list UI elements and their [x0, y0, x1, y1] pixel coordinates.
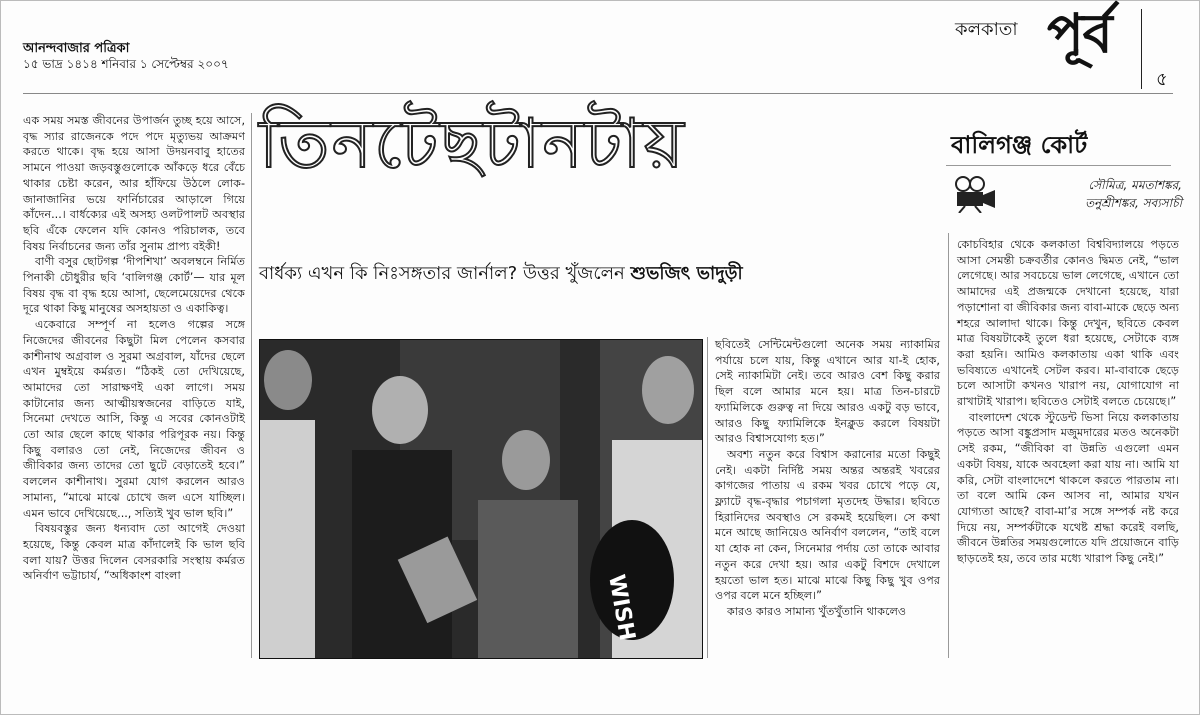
film-title: বালিগঞ্জ কোর্ট — [951, 131, 1088, 159]
page-number: ৫ — [1156, 69, 1168, 90]
section-name: পূর্ব — [1047, 2, 1112, 65]
paragraph: একেবারে সম্পূর্ণ না হলেও গল্পের সঙ্গে নিজেদের জীবনের কিছুটা মিল পেলেন কসবার কাশীনাথ অগ্রবাল ও সুরমা অগ্রবাল, যাঁদের ছেলে এখন মুম্বইয়ে কর্মরত। “ঠিকই তো দেখিয়েছে, আমাদের তো সারাক্ষণই একা লাগে। সময় কাটানোর জন্য আত্মীয়স্বজনের বাড়িতে যাই, সিনেমা দেখতে আসি, কিন্তু এ সবের কোনওটাই তো আর ছেলে কাছে থাকার পরিপূরক নয়। কিন্তু কিছু বলারও তো নেই, নিজেদের জীবন ও জীবিকার জন্য তাদের তো ছুটে বেড়াতেই হবে।” বললেন কাশীনাথ। সুরমা যোগ করলেন আরও সামান্য, “মাঝে মাঝে চোখে জল এসে যাচ্ছিল। এমন ভাবে দেখিয়েছে..., সত্যিই খুব ভাল ছবি।” — [23, 318, 245, 520]
paragraph: কারও কারও সামান্য খুঁতখুঁতানি থাকলেও — [727, 604, 907, 618]
photo-illustration — [260, 340, 702, 658]
article-photo — [259, 339, 703, 659]
film-box-rule — [946, 165, 1171, 166]
article-column-1 — [23, 113, 245, 584]
publication-name: আনন্দবাজার পত্রিকা — [23, 41, 130, 56]
byline: শুভজিৎ ভাদুড়ী — [630, 263, 743, 284]
bag-text: WISH — [603, 572, 640, 643]
paragraph: বিষয়বস্তুর জন্য ধন্যবাদ তো আগেই দেওয়া হয়েছে, কিন্তু কেবল মাত্র কাঁদালেই কি ভাল ছবি বলা যায়? উত্তর দিলেন বেসরকারি সংস্থায় কর্মরত অনির্বাণ ভট্টাচার্য, “অধিকাংশ বাংলা — [23, 522, 245, 583]
section-city: কলকাতা — [955, 19, 1018, 40]
masthead-divider — [1141, 9, 1142, 89]
film-cast-line: সৌমিত্র, মমতাশঙ্কর, — [1088, 178, 1182, 192]
article-column-4 — [957, 237, 1179, 567]
headline: তিনটেছটানটায় — [259, 105, 686, 184]
deck — [259, 259, 743, 290]
paragraph: বাণী বসুর ছোটগল্প ‘দীপশিখা’ অবলম্বনে নির্মিত পিনাকী চৌধুরীর ছবি ‘বালিগঞ্জ কোর্ট’— যার মূল বিষয় বৃদ্ধ বা বৃদ্ধ হয়ে আসা, ছেলেমেয়েদের থেকে দূরে থাকা কিছু মানুষের অসহায়তা ও একাকিত্ব। — [23, 255, 245, 316]
dateline: ১৫ ভাদ্র ১৪১৪ শনিবার ১ সেপ্টেম্বর ২০০৭ — [23, 57, 229, 71]
paragraph: বাংলাদেশ থেকে স্টুডেন্ট ভিসা নিয়ে কলকাতায় পড়তে আসা বঙ্কুপ্রসাদ মজুমদারের মতও অনেকটা সেই রকম, “জীবিকা বা উন্নতি এগুলো এমন একটা বিষয়, যাকে অবহেলা করা যায় না। আমি যা করি, সেটা বাংলাদেশে থাকলে করতে পারতাম না। তা বলে আমি কেন আসব না, আমার যখন যোগ্যতা আছে? বাবা-মা’র সঙ্গে সম্পর্ক নষ্ট করে দিয়ে নয়, সম্পর্কটাকে যথেষ্ট শ্রদ্ধা করেই বলছি, জীবনে উন্নতির সময়গুলোতে যদি প্রয়োজনে বাড়ি ছাড়তেই হয়, তবে তার মধ্যে খারাপ কিছু নেই।” — [957, 410, 1179, 566]
article-column-3 — [715, 337, 940, 620]
paragraph: ছবিতেই সেন্টিমেন্টগুলো অনেক সময় ন্যাকামির পর্যায়ে চলে যায়, কিন্তু এখানে আর যা-ই হোক, সেই ন্যাকামিটা নেই। তবে আরও বেশ কিছু করার ছিল বলে আমার মনে হয়। মাত্র তিন-চারটে ফ্যামিলিকে গুরুত্ব না দিয়ে আরও একটু বড় ভাবে, আরও কিছু ফ্যামিলিকে ইনক্লুড করলে বিষয়টা আরও বিশ্বাসযোগ্য হত।” — [715, 338, 940, 446]
paragraph: অবশ্য নতুন করে বিশ্বাস করানোর মতো কিছুই নেই। একটা নির্দিষ্ট সময় অন্তর অন্তরই খবরের কাগজের পাতায় এ রকম খবর চোখে পড়ে যে, ফ্ল্যাটে বৃদ্ধ-বৃদ্ধার পচাগলা মৃতদেহ উদ্ধার। ছবিতে হিরানিদের অবস্থাও সে রকমই হয়েছিল। সে কথা মনে আছে জানিয়েও অনির্বাণ বললেন, “তাই বলে যা হোক না কেন, সিনেমার পর্দায় তো তাকে আবার নতুন করে দেখা হয়। আর একটু বিশদে দেখালে হয়তো ভাল হত। মাঝে মাঝে কিছু কিছু খুব ওপর ওপর বলে মনে হচ্ছিল।” — [715, 447, 940, 603]
column-rule — [948, 233, 949, 658]
film-cast-line: তনুশ্রীশঙ্কর, সব্যসাচী — [1085, 196, 1182, 210]
column-rule — [251, 113, 252, 658]
column-rule — [707, 337, 708, 658]
masthead-rule — [23, 93, 1173, 94]
paragraph: কোচবিহার থেকে কলকাতা বিশ্ববিদ্যালয়ে পড়তে আসা সেমন্তী চক্রবর্তীর কোনও দ্বিমত নেই, “ভাল লেগেছে। আর সবচেয়ে ভাল লেগেছে, এখানে তো আমাদের এই প্রজন্মকে দেখানো হয়েছে, যারা পড়াশোনা বা জীবিকার জন্য বাবা-মাকে ছেড়ে অন্য শহরে আলাদা থাকে। কিন্তু দেখুন, ছবিতে কেবল মাত্র বিষয়টাকেই তুলে ধরা হয়েছে, সেটাকে ব্যঙ্গ করা হয়নি। আমিও কলকাতায় একা থাকি এবং ভবিষ্যতে এখানেই সেটল করব। মা-বাবাকে ছেড়ে চলে আসাটা কখনও খারাপ নয়, যোগাযোগ না রাখাটাই খারাপ। ছবিতেও সেটাই বলতে চেয়েছে।” — [957, 238, 1179, 409]
film-projector-icon — [951, 175, 996, 213]
paragraph: এক সময় সমস্ত জীবনের উপার্জন তুচ্ছ হয়ে আসে, বৃদ্ধ স্যার রাজেনকে পদে পদে মৃত্যুভয় আক্রমণ করতে থাকে। বৃদ্ধ হয়ে আসা উদয়নবাবু হাতের সামনে পাওয়া জড়বস্তুগুলোকে আঁকড়ে ধরে বেঁচে থাকার চেষ্টা করেন, আর হাঁফিয়ে উঠলে লোক-জানাজানির ভয়ে ফার্নিচারের আড়ালে গিয়ে কাঁদেন...। বার্ধক্যের এই অসহ্য ওলটপালট অবস্থার ছবি এঁকে ফেলেন যদি কোনও পরিচালক, তবে বিষয় নির্বাচনের জন্য তাঁর সুনাম প্রাপ্য বইকী! — [23, 114, 245, 253]
deck-text: বার্ধক্য এখন কি নিঃসঙ্গতার জার্নাল? উত্তর খুঁজলেন — [259, 263, 625, 284]
